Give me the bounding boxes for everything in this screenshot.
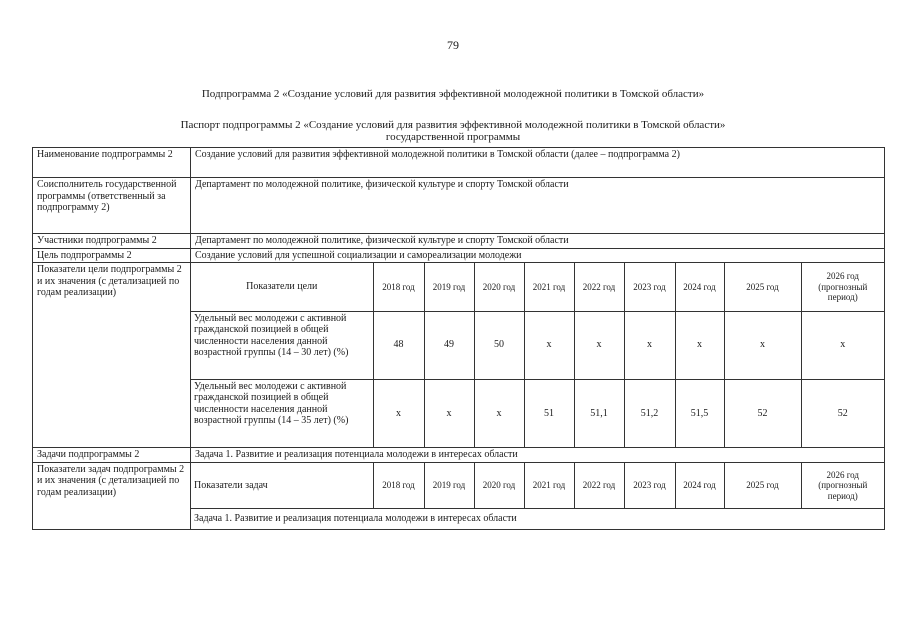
indicator-value: 52 (801, 379, 884, 447)
row-value: Задача 1. Развитие и реализация потенциала молодежи в интересах области (191, 448, 885, 463)
page-number: 79 (447, 38, 459, 52)
indicator-value: 50 (474, 311, 524, 379)
row-label: Участники подпрограммы 2 (33, 234, 191, 249)
row-name (33, 148, 885, 178)
indicator-value: х (373, 379, 424, 447)
indicator-value: 51 (524, 379, 574, 447)
indicator-value: х (524, 311, 574, 379)
year-header: 2018 год (373, 263, 424, 311)
year-header: 2026 год (прогнозный период) (801, 263, 884, 311)
year-header: 2023 год (624, 263, 675, 311)
year-header: 2020 год (474, 263, 524, 311)
indicator-value: х (801, 311, 884, 379)
indicator-value: 48 (373, 311, 424, 379)
passport-table (32, 147, 885, 530)
row-label: Цель подпрограммы 2 (33, 248, 191, 263)
row-value: Создание условий для развития эффективной молодежной политики в Томской области (далее – подпрограмма 2) (191, 148, 885, 178)
subprogram-title: Подпрограмма 2 «Создание условий для развития эффективной молодежной политики в Томской области» (201, 88, 705, 100)
row-tasks (33, 448, 885, 463)
indicator-header-row (191, 263, 884, 311)
year-header: 2022 год (574, 463, 624, 509)
task-1: Задача 1. Развитие и реализация потенциала молодежи в интересах области (191, 509, 884, 529)
row-coexecutor (33, 178, 885, 234)
row-goal-indicators (33, 263, 885, 448)
indicator-header: Показатели цели (191, 263, 373, 311)
indicator-value: 49 (424, 311, 474, 379)
year-header: 2025 год (724, 263, 801, 311)
year-header: 2024 год (675, 463, 724, 509)
year-header: 2024 год (675, 263, 724, 311)
row-task-indicators (33, 462, 885, 529)
indicator-value: 51,2 (624, 379, 675, 447)
row-label: Наименование подпрограммы 2 (33, 148, 191, 178)
row-value: Департамент по молодежной политике, физической культуре и спорту Томской области (191, 234, 885, 249)
task-indicators-table (191, 463, 884, 529)
goal-indicators-table (191, 263, 884, 447)
year-header: 2022 год (574, 263, 624, 311)
row-label: Показатели цели подпрограммы 2 и их значения (с детализацией по годам реализации) (33, 263, 191, 448)
year-header: 2026 год (прогнозный период) (801, 463, 884, 509)
indicator-value: х (675, 311, 724, 379)
indicator-value: х (424, 379, 474, 447)
year-header: 2019 год (424, 463, 474, 509)
task-row (191, 509, 884, 529)
passport-title-line2: государственной программы (385, 131, 521, 143)
year-header: 2018 год (373, 463, 424, 509)
year-header: 2021 год (524, 263, 574, 311)
indicator-value: х (724, 311, 801, 379)
passport-title (0, 119, 906, 143)
indicator-header: Показатели задач (191, 463, 373, 509)
row-participants (33, 234, 885, 249)
passport-title-line1: Паспорт подпрограммы 2 «Создание условий для развития эффективной молодежной политики в Томской области» (180, 119, 726, 131)
row-label: Соисполнитель государственной программы (ответственный за подпрограмму 2) (33, 178, 191, 234)
indicator-value: х (624, 311, 675, 379)
indicator-name: Удельный вес молодежи с активной гражданской позицией в общей численности населения данной возрастной группы (14 – 35 лет) (%) (191, 379, 373, 447)
year-header: 2025 год (724, 463, 801, 509)
row-label: Задачи подпрограммы 2 (33, 448, 191, 463)
year-header: 2023 год (624, 463, 675, 509)
row-label: Показатели задач подпрограммы 2 и их значения (с детализацией по годам реализации) (33, 462, 191, 529)
year-header: 2019 год (424, 263, 474, 311)
indicator-value: 51,1 (574, 379, 624, 447)
row-goal (33, 248, 885, 263)
indicator-value: 52 (724, 379, 801, 447)
row-value: Департамент по молодежной политике, физической культуре и спорту Томской области (191, 178, 885, 234)
year-header: 2020 год (474, 463, 524, 509)
indicator-value: х (574, 311, 624, 379)
row-value: Создание условий для успешной социализации и самореализации молодежи (191, 248, 885, 263)
year-header: 2021 год (524, 463, 574, 509)
indicator-value: х (474, 379, 524, 447)
indicator-row (191, 379, 884, 447)
indicator-row (191, 311, 884, 379)
indicator-value: 51,5 (675, 379, 724, 447)
indicator-header-row (191, 463, 884, 509)
indicator-name: Удельный вес молодежи с активной гражданской позицией в общей численности населения данной возрастной группы (14 – 30 лет) (%) (191, 311, 373, 379)
